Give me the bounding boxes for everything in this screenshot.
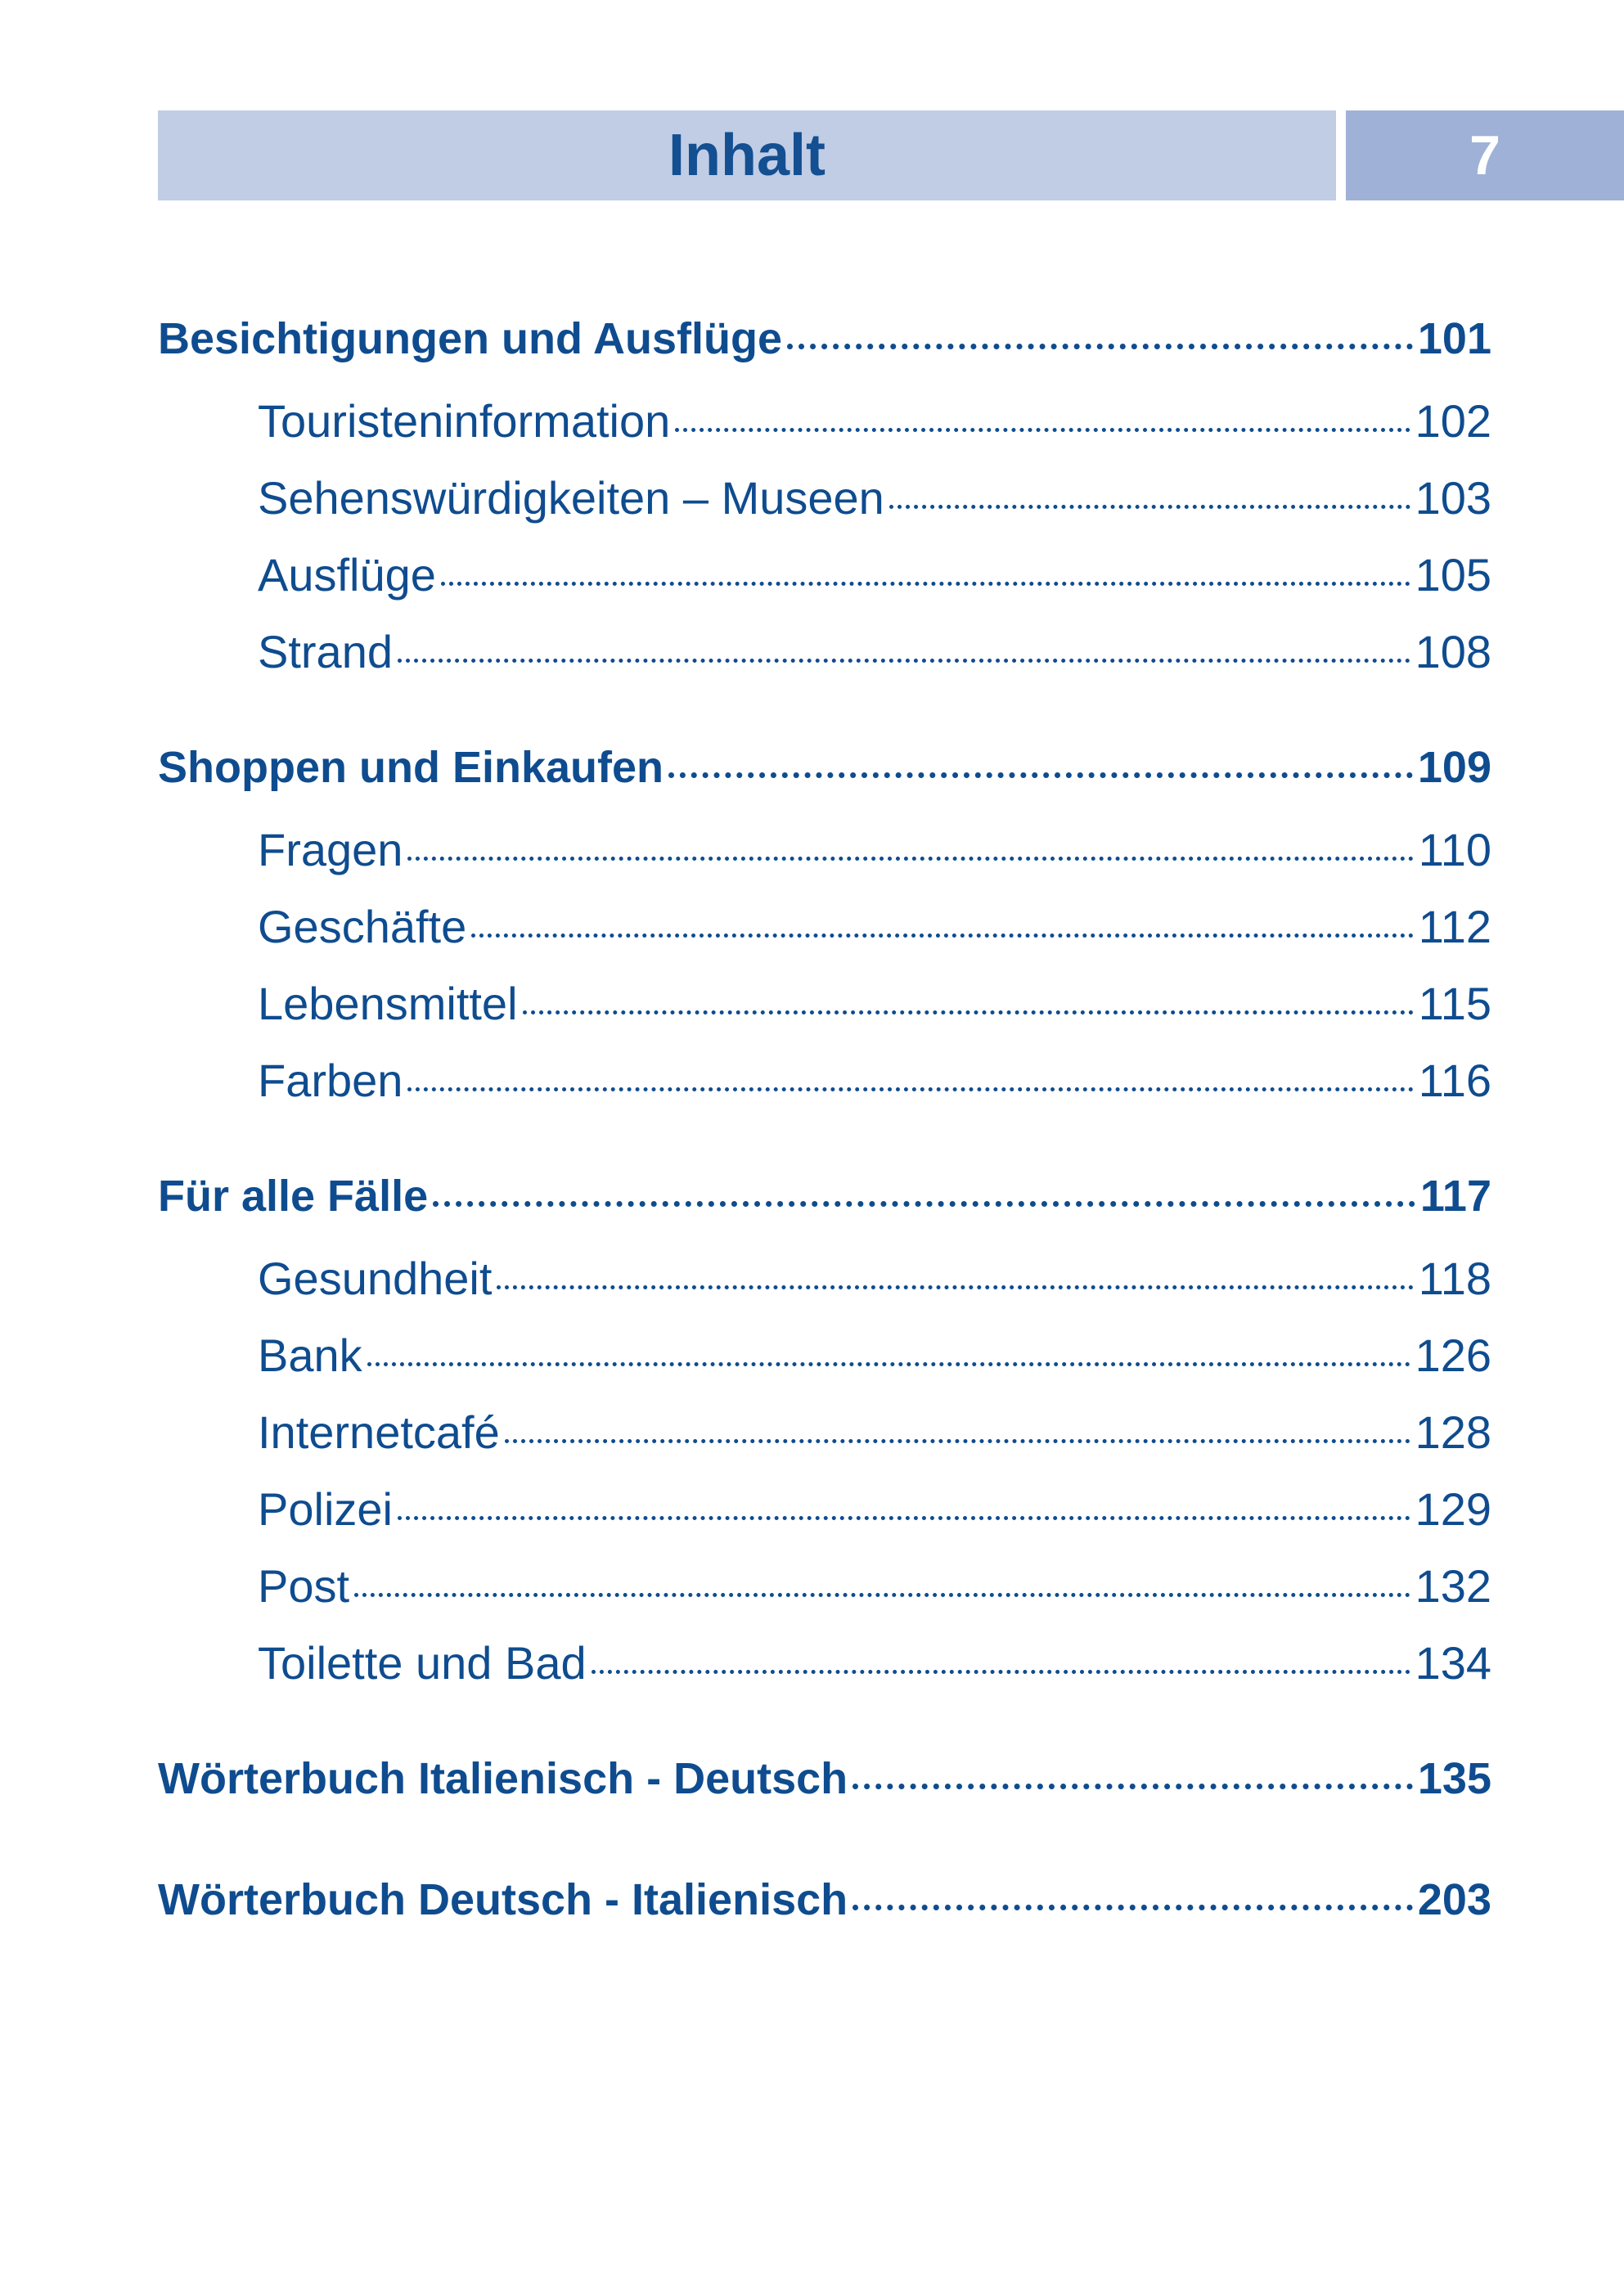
dot-leader	[668, 738, 1413, 782]
toc-sub-entry[interactable]	[158, 383, 1491, 460]
toc-main-entry[interactable]	[158, 1856, 1491, 1944]
toc-section	[158, 295, 1491, 691]
toc-entry-page: 105	[1415, 549, 1491, 601]
toc-entry-page: 118	[1418, 1253, 1491, 1304]
toc-entry-page: 134	[1415, 1637, 1491, 1689]
toc-entry-title: Polizei	[258, 1483, 393, 1535]
dot-leader	[433, 1167, 1415, 1211]
dot-leader	[354, 1556, 1410, 1602]
dot-leader	[398, 1479, 1410, 1525]
toc-entry-page: 135	[1417, 1754, 1491, 1803]
dot-leader	[367, 1325, 1410, 1371]
dot-leader	[471, 897, 1413, 943]
toc-sub-entry[interactable]	[158, 1240, 1491, 1317]
toc-entry-title: Bank	[258, 1329, 362, 1381]
toc-sub-entry[interactable]	[158, 1548, 1491, 1625]
toc-sub-entry[interactable]	[158, 889, 1491, 965]
dot-leader	[523, 974, 1414, 1019]
toc-sub-entry[interactable]	[158, 965, 1491, 1042]
toc-sub-entry[interactable]	[158, 614, 1491, 691]
toc-entry-title: Sehenswürdigkeiten – Museen	[258, 472, 884, 524]
toc-entry-page: 126	[1415, 1329, 1491, 1381]
toc-entry-title: Für alle Fälle	[158, 1172, 429, 1221]
toc-entry-page: 108	[1415, 626, 1491, 677]
toc-entry-page: 101	[1417, 314, 1491, 363]
toc-sub-entry[interactable]	[158, 1042, 1491, 1119]
toc-entry-page: 109	[1417, 743, 1491, 792]
dot-leader	[889, 468, 1410, 514]
toc-entry-page: 117	[1419, 1172, 1491, 1221]
dot-leader	[407, 1051, 1413, 1096]
toc-entry-page: 103	[1415, 472, 1491, 524]
page-title: Inhalt	[158, 110, 1336, 200]
toc-sub-entry[interactable]	[158, 1625, 1491, 1702]
toc-entry-title: Strand	[258, 626, 393, 677]
dot-leader	[787, 309, 1413, 353]
dot-leader	[675, 391, 1410, 437]
toc-entry-title: Gesundheit	[258, 1253, 493, 1304]
toc-section	[158, 1152, 1491, 1702]
toc-entry-page: 129	[1415, 1483, 1491, 1535]
dot-leader	[398, 622, 1410, 668]
toc-main-entry[interactable]	[158, 1152, 1491, 1240]
toc-entry-page: 203	[1417, 1875, 1491, 1924]
dot-leader	[592, 1633, 1410, 1679]
toc-entry-page: 112	[1418, 901, 1491, 952]
toc-section	[158, 1734, 1491, 1823]
toc-entry-title: Fragen	[258, 824, 403, 875]
toc-entry-page: 132	[1415, 1560, 1491, 1612]
toc-entry-title: Touristeninformation	[258, 395, 671, 447]
toc-sub-entry[interactable]	[158, 537, 1491, 614]
toc-main-entry[interactable]	[158, 295, 1491, 383]
toc-entry-page: 115	[1418, 978, 1491, 1029]
toc-entry-title: Internetcafé	[258, 1406, 500, 1458]
dot-leader	[407, 820, 1413, 866]
dot-leader	[441, 545, 1410, 591]
toc-entry-page: 110	[1418, 824, 1491, 875]
dot-leader	[852, 1749, 1413, 1793]
toc-entry-title: Wörterbuch Italienisch - Deutsch	[158, 1754, 848, 1803]
toc-entry-title: Geschäfte	[258, 901, 467, 952]
toc-entry-title: Besichtigungen und Ausflüge	[158, 314, 782, 363]
toc-entry-title: Ausflüge	[258, 549, 436, 601]
toc-entry-page: 128	[1415, 1406, 1491, 1458]
toc-main-entry[interactable]	[158, 723, 1491, 812]
toc-sub-entry[interactable]	[158, 1471, 1491, 1548]
dot-leader	[852, 1870, 1413, 1914]
toc-main-entry[interactable]	[158, 1734, 1491, 1823]
dot-leader	[497, 1248, 1413, 1294]
toc-sub-entry[interactable]	[158, 1394, 1491, 1471]
dot-leader	[505, 1402, 1410, 1448]
toc-entry-title: Toilette und Bad	[258, 1637, 587, 1689]
toc-entry-page: 116	[1418, 1055, 1491, 1106]
toc-section	[158, 1856, 1491, 1944]
header-page-number: 7	[1346, 110, 1624, 200]
toc-entry-title: Shoppen und Einkaufen	[158, 743, 664, 792]
toc-entry-title: Wörterbuch Deutsch - Italienisch	[158, 1875, 848, 1924]
toc-sub-entry[interactable]	[158, 460, 1491, 537]
toc-entry-title: Post	[258, 1560, 350, 1612]
toc-section	[158, 723, 1491, 1119]
toc-sub-entry[interactable]	[158, 812, 1491, 889]
toc-entry-title: Lebensmittel	[258, 978, 518, 1029]
table-of-contents	[158, 295, 1491, 1977]
toc-entry-page: 102	[1415, 395, 1491, 447]
toc-sub-entry[interactable]	[158, 1317, 1491, 1394]
toc-entry-title: Farben	[258, 1055, 403, 1106]
